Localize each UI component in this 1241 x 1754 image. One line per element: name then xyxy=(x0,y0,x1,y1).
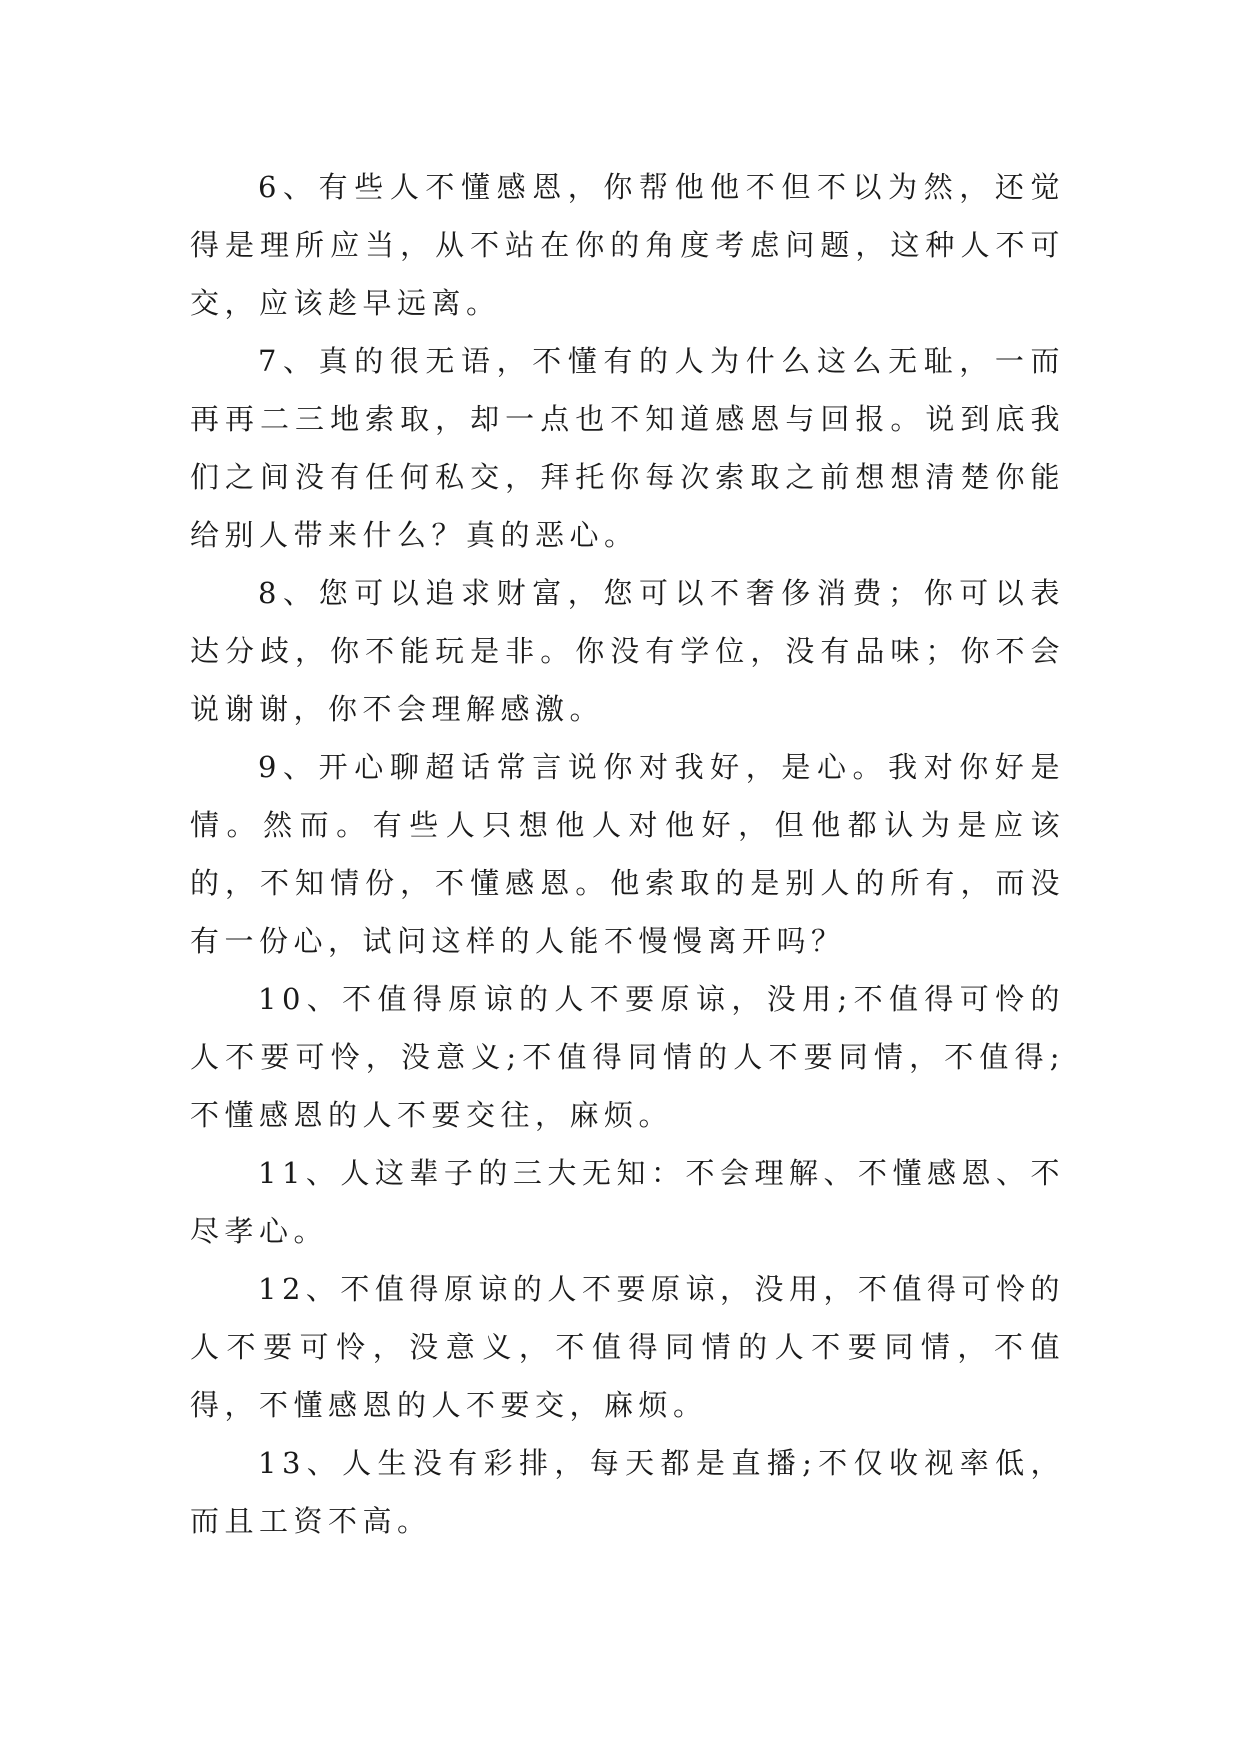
paragraph-13: 13、人生没有彩排，每天都是直播;不仅收视率低，而且工资不高。 xyxy=(190,1446,1065,1538)
paragraph-9: 9、开心聊超话常言说你对我好，是心。我对你好是情。然而。有些人只想他人对他好，但他都认为是应该的，不知情份，不懂感恩。他索取的是别人的所有，而没有一份心，试问这样的人能不慢慢离开吗？ xyxy=(190,750,1065,958)
paragraph-7: 7、真的很无语，不懂有的人为什么这么无耻，一而再再二三地索取，却一点也不知道感恩与回报。说到底我们之间没有任何私交，拜托你每次索取之前想想清楚你能给别人带来什么？真的恶心。 xyxy=(190,344,1065,552)
paragraph-6: 6、有些人不懂感恩，你帮他他不但不以为然，还觉得是理所应当，从不站在你的角度考虑问题，这种人不可交，应该趁早远离。 xyxy=(190,170,1065,320)
document-body xyxy=(190,158,1065,1550)
paragraph-12: 12、不值得原谅的人不要原谅，没用，不值得可怜的人不要可怜，没意义，不值得同情的人不要同情，不值得，不懂感恩的人不要交，麻烦。 xyxy=(190,1272,1065,1422)
paragraph-8: 8、您可以追求财富，您可以不奢侈消费；你可以表达分歧，你不能玩是非。你没有学位，没有品味；你不会说谢谢，你不会理解感激。 xyxy=(190,576,1065,726)
paragraph-11: 11、人这辈子的三大无知：不会理解、不懂感恩、不尽孝心。 xyxy=(190,1156,1065,1248)
paragraph-10: 10、不值得原谅的人不要原谅，没用;不值得可怜的人不要可怜，没意义;不值得同情的人不要同情，不值得;不懂感恩的人不要交往，麻烦。 xyxy=(190,982,1065,1132)
